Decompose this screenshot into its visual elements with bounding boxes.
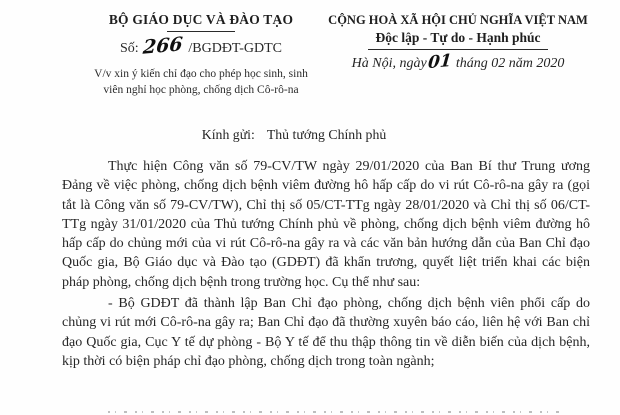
place-date-line [324, 50, 592, 74]
document-subject-line2: viên nghỉ học phòng, chống dịch Cô-rô-na [103, 83, 299, 96]
body-paragraph-2: - Bộ GDĐT đã thành lập Ban Chỉ đạo phòng, chống dịch bệnh viên phổi cấp do chủng vi rút mới Cô-rô-na gây ra; Ban Chỉ đạo đã thường xuyên báo cáo, liên hệ với Ban chỉ đạo Quốc gia, Cục Y tế dự phòng - Bộ Y tế để thu thập thông tin về diễn biến của dịch bệnh, kịp thời có biện pháp chỉ đạo phòng, chống dịch trong toàn ngành; [62, 296, 590, 369]
salutation-recipient: Thủ tướng Chính phủ [266, 127, 387, 142]
document-number-handwritten: 266 [142, 33, 184, 59]
place-date-prefix: Hà Nội, ngày [351, 56, 427, 71]
document-number-prefix: Số: [120, 41, 139, 56]
body-paragraph-1: Thực hiện Công văn số 79-CV/TW ngày 29/01/2020 của Ban Bí thư Trung ương Đảng về việc phòng, chống dịch bệnh viêm đường hô hấp cấp do vi rút Cô-rô-na gây ra (gọi tắt là Công văn số 79-CV/TW), Chỉ thị số 05/CT-TTg ngày 28/01/2020 và Chỉ thị số 06/CT-TTg ngày 31/01/2020 của Thủ tướng Chính phủ về phòng, chống dịch bệnh viêm đường hô hấp cấp do chủng mới của vi rút Cô-rô-na gây ra và các văn bản hướng dẫn của Ban Chỉ đạo Quốc gia, Bộ Giáo dục và Đào tạo (GDĐT) đã khẩn trương, quyết liệt triển khai các biện pháp phòng, chống dịch bệnh trong trường học. Cụ thể như sau: [62, 159, 590, 290]
motto-underline [368, 49, 548, 50]
document-number-line [82, 33, 320, 59]
national-header-block [324, 13, 592, 72]
document-subject-line1: V/v xin ý kiến chỉ đạo cho phép học sinh, sinh [94, 68, 308, 80]
issuer-underline [167, 31, 235, 32]
national-header-motto: Độc lập - Tự do - Hạnh phúc [375, 30, 541, 45]
cutoff-line-fragment [108, 410, 560, 415]
salutation-line [0, 127, 588, 143]
national-header-country: CỘNG HOÀ XÃ HỘI CHỦ NGHĨA VIỆT NAM [328, 13, 588, 27]
salutation-label: Kính gửi: [201, 127, 255, 142]
issuer-header-block [82, 12, 320, 98]
date-day-handwritten: 01 [426, 50, 453, 74]
place-date-suffix: tháng 02 năm 2020 [455, 56, 565, 71]
letter-body [62, 157, 590, 371]
document-number-suffix: /BGDĐT-GDTC [188, 41, 282, 56]
document-subject [82, 67, 320, 98]
issuer-name: BỘ GIÁO DỤC VÀ ĐÀO TẠO [108, 12, 294, 27]
